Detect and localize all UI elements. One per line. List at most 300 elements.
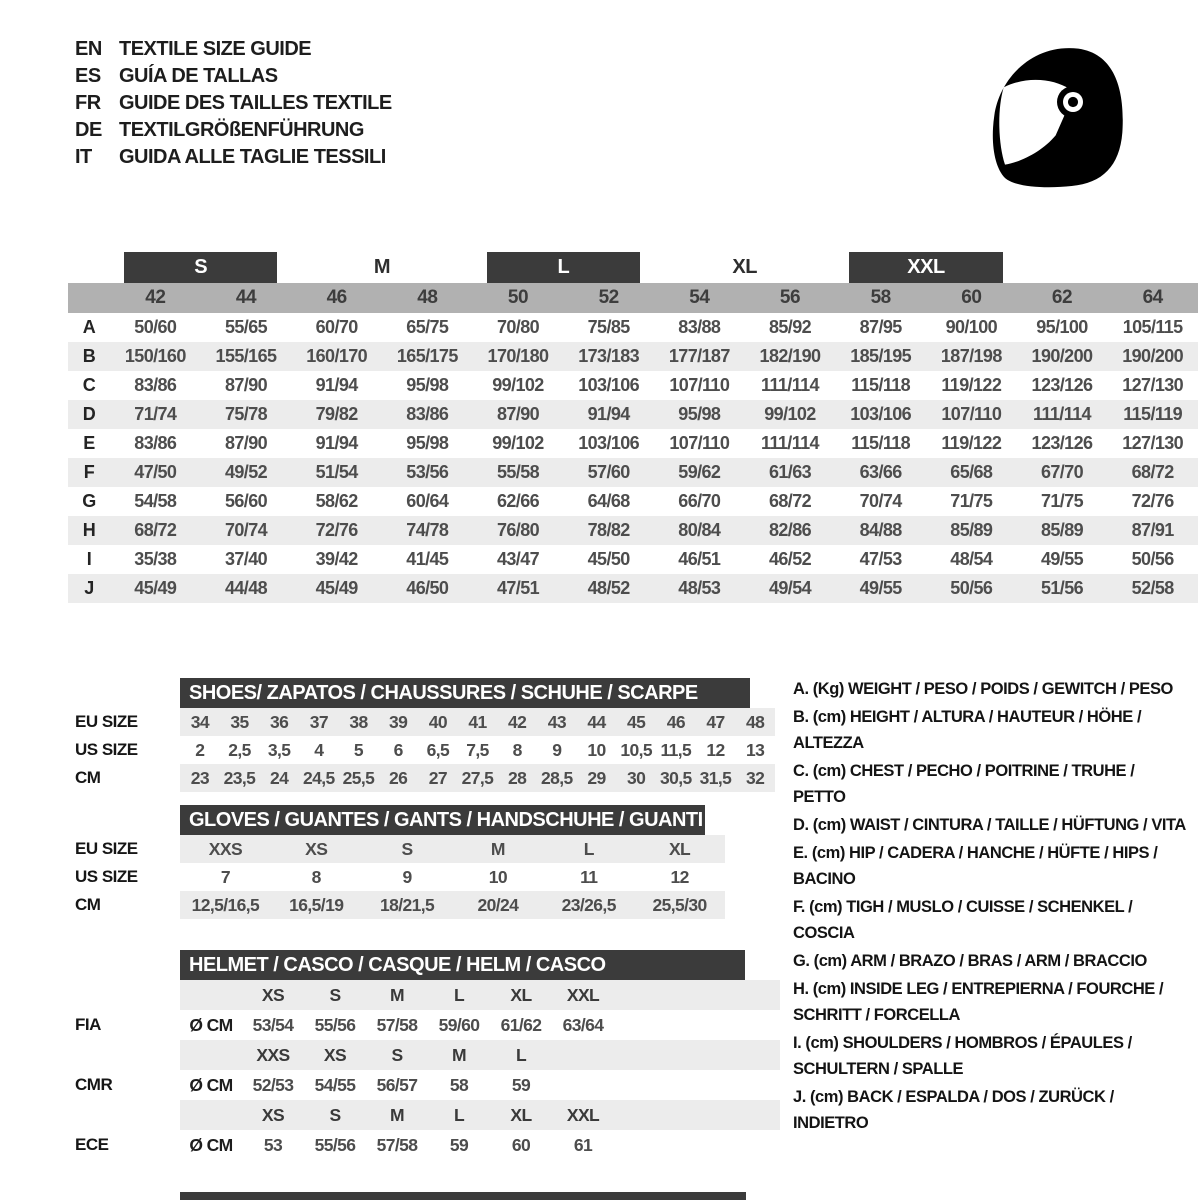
main-cell: 67/70 [1040,462,1084,482]
main-cell: 68/72 [768,491,812,511]
main-cell: 115/118 [851,433,911,453]
helmet-size-header: L [515,1044,527,1065]
legend-item-i: I. (cm) SHOULDERS / HOMBROS / ÉPAULES / SCHULTERN / SPALLE [793,1034,1132,1078]
shoes-cell: 28,5 [540,767,573,788]
main-cell: 99/102 [492,433,544,453]
shoes-cell: 36 [270,711,289,732]
main-cell: 127/130 [1122,433,1184,453]
size-group-m: M [373,256,391,278]
main-cell: 48/53 [678,578,721,598]
helmet-cell: 55/56 [314,1014,356,1035]
lang-code: IT [75,146,92,168]
shoes-cell: 41 [468,711,487,732]
shoes-cell: 6,5 [426,739,450,760]
main-cell: 60/70 [315,317,358,337]
main-cell: 87/90 [224,433,268,453]
main-cell: 95/98 [406,375,449,395]
main-cell: 47/51 [496,578,540,598]
main-cell: 99/102 [764,404,816,424]
main-cell: 75/78 [224,404,268,424]
main-row-E [68,429,1198,458]
numeric-size-header-row [68,283,1198,313]
main-cell: 190/200 [1122,346,1184,366]
main-cell: 80/84 [678,520,721,540]
helmet-section [180,950,780,1160]
main-cell: 71/75 [950,491,993,511]
row-letter: F [83,462,95,482]
shoes-cell: 39 [389,711,408,732]
gloves-section [75,805,725,919]
main-cell: 103/106 [850,404,912,424]
main-cell: 64/68 [587,491,630,511]
lang-label: GUIDA ALLE TAGLIE TESSILI [119,146,386,168]
main-cell: 51/54 [315,462,358,482]
main-cell: 83/88 [678,317,721,337]
main-cell: 53/56 [406,462,449,482]
main-column-header: 42 [145,287,166,308]
main-cell: 39/42 [315,549,358,569]
shoes-cell: 13 [746,739,765,760]
shoes-cell: 3,5 [267,739,291,760]
helmet-cell: 54/55 [314,1074,356,1095]
shoes-cell: 25,5 [342,767,375,788]
gloves-cell: XS [305,838,328,859]
main-cell: 83/86 [134,375,177,395]
main-cell: 150/160 [124,346,186,366]
main-cell: 165/175 [396,346,458,366]
lang-label: GUÍA DE TALLAS [119,65,278,87]
main-column-header: 58 [870,287,891,308]
legend-item-f: F. (cm) TIGH / MUSLO / CUISSE / SCHENKEL / COSCIA [793,898,1133,942]
main-cell: 103/106 [578,433,640,453]
gloves-cell: 18/21,5 [379,894,435,915]
helmet-cell: 61/62 [500,1014,542,1035]
helmet-cell: 53/54 [252,1014,294,1035]
helmet-data-row-ece [180,1130,780,1160]
main-cell: 45/49 [134,578,177,598]
size-group-l: L [487,252,640,283]
main-cell: 123/126 [1031,433,1093,453]
shoes-cell: 2 [195,739,205,760]
gloves-cell: M [490,838,505,859]
main-column-header: 44 [235,287,257,308]
main-cell: 49/54 [768,578,812,598]
shoes-cell: 32 [746,767,765,788]
main-cell: 45/50 [587,549,630,569]
diameter-cm-unit: Ø CM [189,1074,233,1095]
main-cell: 173/183 [578,346,640,366]
helmet-sizes-row-cmr [180,1040,780,1070]
legend-item-j: J. (cm) BACK / ESPALDA / DOS / ZURÜCK / INDIETRO [793,1088,1114,1132]
main-column-header: 56 [779,287,801,308]
main-column-header: 48 [417,287,438,308]
helmet-sizes-row-ece [180,1100,780,1130]
gloves-cm-label: CM [75,895,101,914]
main-cell: 72/76 [315,520,358,540]
shoes-us-size-label: US SIZE [75,740,138,759]
main-cell: 71/75 [1040,491,1084,511]
lang-label: TEXTILE SIZE GUIDE [119,38,312,60]
racing-helmet-icon [972,38,1142,198]
gloves-cell: XXS [208,838,243,859]
main-cell: 111/114 [1033,404,1091,424]
main-cell: 105/115 [1122,317,1183,337]
main-cell: 107/110 [669,433,730,453]
shoes-cell: 24 [270,767,289,788]
main-cell: 47/53 [859,549,902,569]
main-cell: 95/98 [406,433,449,453]
main-row-H [68,516,1198,545]
helmet-cell: 56/57 [376,1074,418,1095]
shoes-cell: 12 [706,739,725,760]
main-cell: 44/48 [224,578,268,598]
helmet-fia-label: FIA [75,1015,101,1034]
shoes-cell: 42 [508,711,527,732]
gloves-cell: 20/24 [477,894,519,915]
shoes-cell: 11,5 [660,739,692,760]
helmet-size-header: S [329,984,341,1005]
main-column-header: 60 [961,287,982,308]
main-cell: 59/62 [678,462,721,482]
main-cell: 90/100 [945,317,998,337]
main-cell: 85/89 [950,520,993,540]
main-cell: 70/74 [859,491,902,511]
main-cell: 111/114 [761,375,819,395]
main-cell: 84/88 [859,520,902,540]
shoes-cell: 43 [547,711,566,732]
gloves-cell: 11 [580,866,598,887]
shoes-cell: 24,5 [302,767,335,788]
main-cell: 127/130 [1122,375,1184,395]
helmet-size-header: XS [323,1044,347,1065]
main-column-header: 62 [1051,287,1073,308]
main-cell: 111/114 [761,433,819,453]
gloves-cell: 16,5/19 [289,894,344,915]
main-cell: 91/94 [315,375,358,395]
shoes-cell: 5 [353,739,364,760]
main-cell: 85/92 [768,317,812,337]
lang-code: EN [75,38,102,60]
shoes-cell: 23 [190,767,209,788]
main-cell: 49/55 [1040,549,1084,569]
main-cell: 107/110 [669,375,730,395]
main-cell: 82/86 [768,520,812,540]
helmet-cell: 57/58 [376,1134,418,1155]
shoes-row-eu-size [180,708,775,736]
helmet-cmr-label: CMR [75,1075,113,1094]
main-cell: 37/40 [224,549,268,569]
gloves-eu-size-label: EU SIZE [75,839,138,858]
main-column-header: 50 [507,287,529,308]
main-cell: 177/187 [668,346,730,366]
main-cell: 62/66 [496,491,540,511]
main-cell: 41/45 [406,549,449,569]
helmet-size-header: XXL [566,1104,600,1125]
main-cell: 190/200 [1031,346,1093,366]
main-cell: 50/60 [134,317,177,337]
main-cell: 155/165 [215,346,277,366]
main-cell: 76/80 [496,520,540,540]
main-cell: 70/74 [224,520,268,540]
main-cell: 48/52 [587,578,630,598]
measurement-legend [793,676,1189,1138]
gloves-cell: 23/26,5 [561,894,616,915]
helmet-ece-label: ECE [75,1135,109,1154]
main-row-I [68,545,1198,574]
size-group-row [68,252,1198,283]
main-row-J [68,574,1198,603]
shoes-cell: 27,5 [461,767,494,788]
helmet-cell: 57/58 [376,1014,418,1035]
main-cell: 63/66 [859,462,902,482]
shoes-cell: 23,5 [223,767,256,788]
main-cell: 46/52 [768,549,812,569]
main-cell: 72/76 [1131,491,1174,511]
helmet-size-header: XL [510,1104,532,1125]
shoes-cell: 47 [706,711,725,732]
helmet-size-header: XS [261,984,285,1005]
main-row-C [68,371,1198,400]
size-group-xl: XL [732,256,757,278]
main-cell: 119/122 [941,433,1002,453]
gloves-table [180,805,725,919]
shoes-cell: 29 [587,767,606,788]
shoes-cell: 9 [552,739,562,760]
main-cell: 185/195 [850,346,912,366]
main-cell: 103/106 [578,375,640,395]
shoes-cell: 4 [314,739,324,760]
shoes-cell: 10,5 [620,739,652,760]
helmet-header-bar: HELMET / CASCO / CASQUE / HELM / CASCO [180,950,745,980]
gloves-cell: 7 [220,866,230,887]
main-row-A [68,313,1198,342]
main-row-D [68,400,1198,429]
lang-label: GUIDE DES TAILLES TEXTILE [119,92,392,114]
main-cell: 49/52 [224,462,268,482]
main-cell: 91/94 [315,433,358,453]
gloves-cell: 12 [670,866,689,887]
diameter-cm-unit: Ø CM [189,1134,233,1155]
main-cell: 87/91 [1131,520,1174,540]
main-cell: 68/72 [134,520,177,540]
helmet-cell: 52/53 [252,1074,294,1095]
helmet-size-header: XL [510,984,532,1005]
main-cell: 95/98 [678,404,721,424]
helmet-size-header: S [329,1104,341,1125]
lang-row-it [75,144,392,171]
gloves-cell: 8 [311,866,321,887]
shoes-cell: 10 [587,739,606,760]
main-cell: 50/56 [950,578,993,598]
gloves-cell: L [583,838,594,859]
helmet-size-header: XXL [566,984,600,1005]
main-cell: 43/47 [496,549,540,569]
shoes-cell: 37 [309,711,328,732]
main-column-header: 54 [689,287,710,308]
helmet-cell: 60 [511,1134,531,1155]
main-cell: 45/49 [315,578,358,598]
lang-row-de [75,117,392,144]
main-cell: 107/110 [941,404,1002,424]
main-cell: 75/85 [587,317,630,337]
shoes-cell: 30 [627,767,646,788]
helmet-cell: 58 [449,1074,469,1095]
shoes-cell: 30,5 [659,767,692,788]
main-cell: 74/78 [406,520,449,540]
shoes-section [75,678,775,792]
legend-item-a: A. (Kg) WEIGHT / PESO / POIDS / GEWITCH / PESO [793,680,1173,698]
shoes-cell: 34 [190,711,209,732]
main-cell: 48/54 [950,549,993,569]
helmet-cell: 59/60 [438,1014,480,1035]
shoes-header-bar: SHOES/ ZAPATOS / CHAUSSURES / SCHUHE / SCARPE [180,678,750,708]
main-cell: 160/170 [306,346,368,366]
row-letter: G [82,491,96,511]
main-cell: 87/90 [496,404,540,424]
helmet-size-header: XXS [256,1044,290,1065]
main-cell: 182/190 [759,346,821,366]
main-cell: 115/119 [1123,404,1183,424]
shoes-cell: 48 [746,711,765,732]
main-cell: 79/82 [315,404,358,424]
language-title-block [75,36,392,171]
main-column-header: 52 [598,287,619,308]
shoes-table [180,678,775,792]
gloves-row-cm [180,891,725,919]
main-cell: 99/102 [492,375,544,395]
measurement-rows [68,313,1198,603]
row-letter: D [82,404,96,424]
main-cell: 55/58 [496,462,540,482]
main-cell: 54/58 [134,491,177,511]
helmet-size-header: L [453,984,465,1005]
helmet-cell: 59 [511,1074,531,1095]
helmet-cell: 63/64 [562,1014,604,1035]
size-group-s: S [124,252,277,283]
main-cell: 115/118 [851,375,911,395]
shoes-rows [180,708,775,792]
size-group-xxl: XXL [849,252,1002,283]
main-row-B [68,342,1198,371]
helmet-size-header: M [390,1104,404,1125]
main-cell: 170/180 [487,346,549,366]
main-cell: 87/95 [859,317,902,337]
helmet-size-header: M [390,984,404,1005]
legend-item-h: H. (cm) INSIDE LEG / ENTREPIERNA / FOURCHE / SCHRITT / FORCELLA [793,980,1164,1024]
main-cell: 66/70 [678,491,721,511]
row-letter: C [82,375,96,395]
main-cell: 56/60 [224,491,268,511]
main-column-header: 64 [1142,287,1163,308]
shoes-row-us-size [180,736,775,764]
gloves-side-labels [75,805,180,919]
shoes-cell: 6 [393,739,403,760]
lang-code: FR [75,92,101,114]
main-size-table [68,252,1198,603]
legend-item-c: C. (cm) CHEST / PECHO / POITRINE / TRUHE / PETTO [793,762,1135,806]
gloves-row-us-size [180,863,725,891]
gloves-cell: 25,5/30 [652,894,707,915]
main-cell: 51/56 [1040,578,1084,598]
helmet-rows [180,980,780,1160]
shoes-cell: 35 [230,711,249,732]
gloves-cell: XL [668,838,691,859]
main-cell: 52/58 [1131,578,1174,598]
cutoff-next-section-bar [180,1192,746,1200]
row-letter: J [84,578,94,598]
helmet-size-header: S [391,1044,403,1065]
shoes-eu-size-label: EU SIZE [75,712,138,731]
main-row-F [68,458,1198,487]
helmet-cell: 55/56 [314,1134,356,1155]
main-cell: 83/86 [134,433,177,453]
shoes-cm-label: CM [75,768,101,787]
main-cell: 87/90 [224,375,268,395]
shoes-cell: 46 [666,711,685,732]
helmet-data-row-cmr [180,1070,780,1100]
main-cell: 49/55 [859,578,902,598]
gloves-cell: 10 [488,866,508,887]
helmet-size-header: M [452,1044,466,1065]
legend-item-e: E. (cm) HIP / CADERA / HANCHE / HÜFTE / HIPS / BACINO [793,844,1158,888]
shoes-row-cm [180,764,775,792]
main-cell: 46/51 [678,549,721,569]
gloves-cell: S [401,838,413,859]
main-cell: 57/60 [587,462,630,482]
lang-row-es [75,63,392,90]
main-cell: 55/65 [224,317,268,337]
legend-item-b: B. (cm) HEIGHT / ALTURA / HAUTEUR / HÖHE / ALTEZZA [793,708,1142,752]
helmet-table [180,950,780,1160]
main-cell: 47/50 [134,462,177,482]
shoes-cell: 31,5 [699,767,732,788]
main-cell: 70/80 [496,317,540,337]
shoes-cell: 2,5 [228,739,251,760]
shoes-cell: 28 [508,767,527,788]
main-column-header: 46 [326,287,347,308]
gloves-rows [180,835,725,919]
main-cell: 60/64 [406,491,449,511]
shoes-cell: 8 [512,739,522,760]
legend-item-d: D. (cm) WAIST / CINTURA / TAILLE / HÜFTUNG / VITA [793,816,1186,834]
shoes-cell: 7,5 [466,739,489,760]
main-cell: 123/126 [1031,375,1093,395]
shoes-cell: 38 [349,711,368,732]
main-cell: 71/74 [134,404,177,424]
helmet-data-row-fia [180,1010,780,1040]
helmet-cell: 53 [263,1134,283,1155]
main-cell: 68/72 [1131,462,1174,482]
shoes-side-labels [75,678,180,792]
row-letter: E [83,433,95,453]
main-cell: 91/94 [587,404,630,424]
lang-label: TEXTILGRÖßENFÜHRUNG [119,119,364,141]
helmet-size-header: L [453,1104,465,1125]
main-cell: 95/100 [1036,317,1088,337]
diameter-cm-unit: Ø CM [189,1014,233,1035]
main-row-G [68,487,1198,516]
shoes-cell: 44 [587,711,606,732]
shoes-cell: 27 [428,767,447,788]
shoes-cell: 45 [627,711,646,732]
shoes-cell: 26 [389,767,408,788]
main-cell: 50/56 [1131,549,1174,569]
row-letter: H [82,520,96,540]
main-cell: 65/68 [950,462,993,482]
row-letter: A [82,317,96,337]
main-cell: 58/62 [315,491,358,511]
lang-row-fr [75,90,392,117]
